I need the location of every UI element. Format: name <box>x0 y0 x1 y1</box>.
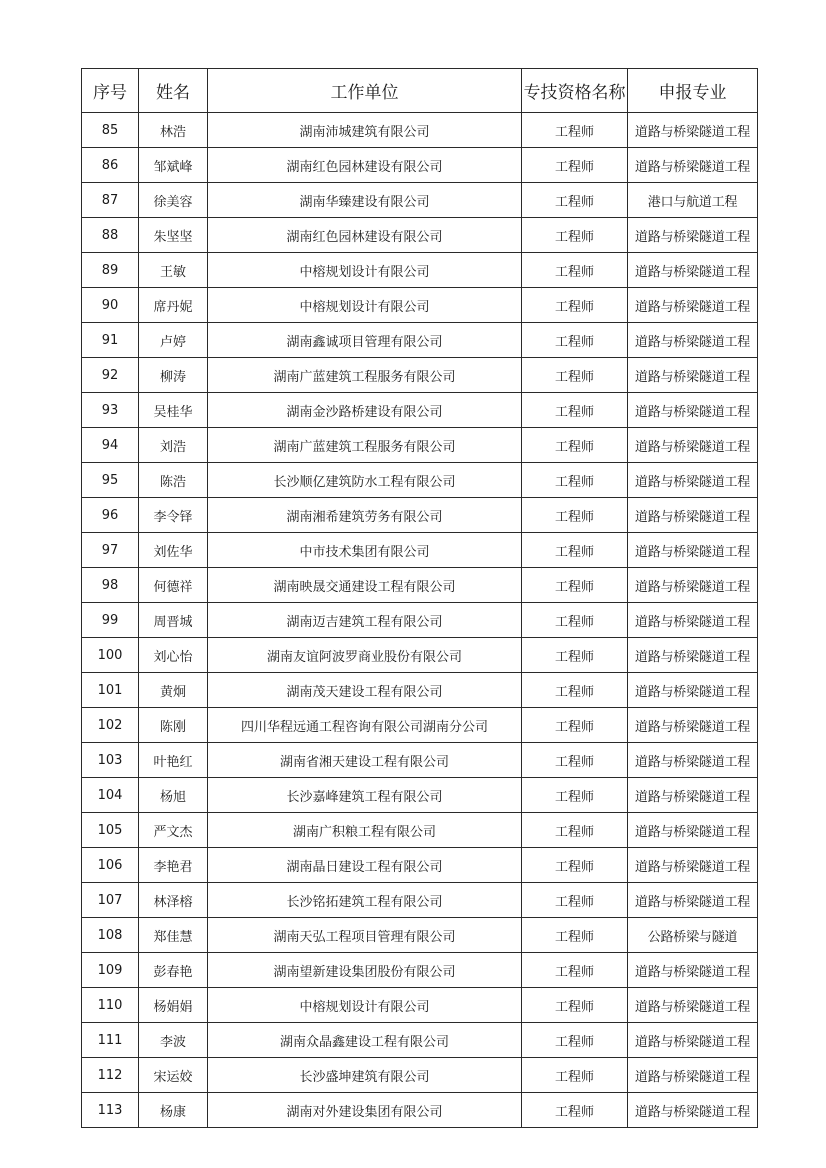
header-specialty: 申报专业 <box>628 69 758 113</box>
cell-serial-number: 94 <box>82 428 139 463</box>
cell-name: 叶艳红 <box>139 743 208 778</box>
cell-work-unit: 湖南省湘天建设工程有限公司 <box>208 743 522 778</box>
cell-serial-number: 85 <box>82 113 139 148</box>
cell-specialty: 道路与桥梁隧道工程 <box>628 358 758 393</box>
cell-work-unit: 长沙盛坤建筑有限公司 <box>208 1058 522 1093</box>
cell-serial-number: 100 <box>82 638 139 673</box>
cell-work-unit: 湖南茂天建设工程有限公司 <box>208 673 522 708</box>
cell-serial-number: 95 <box>82 463 139 498</box>
cell-serial-number: 97 <box>82 533 139 568</box>
cell-work-unit: 长沙顺亿建筑防水工程有限公司 <box>208 463 522 498</box>
cell-specialty: 道路与桥梁隧道工程 <box>628 148 758 183</box>
cell-work-unit: 长沙嘉峰建筑工程有限公司 <box>208 778 522 813</box>
cell-specialty: 道路与桥梁隧道工程 <box>628 1093 758 1128</box>
cell-specialty: 道路与桥梁隧道工程 <box>628 218 758 253</box>
cell-specialty: 道路与桥梁隧道工程 <box>628 1058 758 1093</box>
cell-qualification: 工程师 <box>522 288 628 323</box>
cell-work-unit: 湖南红色园林建设有限公司 <box>208 218 522 253</box>
cell-name: 周晋城 <box>139 603 208 638</box>
cell-serial-number: 96 <box>82 498 139 533</box>
cell-name: 吴桂华 <box>139 393 208 428</box>
cell-specialty: 道路与桥梁隧道工程 <box>628 428 758 463</box>
table-row <box>82 953 758 988</box>
cell-specialty: 道路与桥梁隧道工程 <box>628 463 758 498</box>
cell-name: 朱坚坚 <box>139 218 208 253</box>
cell-specialty: 道路与桥梁隧道工程 <box>628 813 758 848</box>
table-row <box>82 673 758 708</box>
cell-name: 刘佐华 <box>139 533 208 568</box>
cell-qualification: 工程师 <box>522 813 628 848</box>
cell-specialty: 道路与桥梁隧道工程 <box>628 568 758 603</box>
cell-qualification: 工程师 <box>522 603 628 638</box>
cell-specialty: 道路与桥梁隧道工程 <box>628 603 758 638</box>
cell-serial-number: 91 <box>82 323 139 358</box>
cell-qualification: 工程师 <box>522 848 628 883</box>
header-work-unit: 工作单位 <box>208 69 522 113</box>
cell-work-unit: 湖南对外建设集团有限公司 <box>208 1093 522 1128</box>
cell-work-unit: 湖南鑫诚项目管理有限公司 <box>208 323 522 358</box>
cell-qualification: 工程师 <box>522 918 628 953</box>
cell-qualification: 工程师 <box>522 1058 628 1093</box>
cell-specialty: 道路与桥梁隧道工程 <box>628 743 758 778</box>
table-row <box>82 1058 758 1093</box>
cell-specialty: 道路与桥梁隧道工程 <box>628 113 758 148</box>
cell-serial-number: 112 <box>82 1058 139 1093</box>
table-row <box>82 288 758 323</box>
cell-work-unit: 湖南华臻建设有限公司 <box>208 183 522 218</box>
header-qualification: 专技资格名称 <box>522 69 628 113</box>
cell-name: 刘心怡 <box>139 638 208 673</box>
cell-serial-number: 104 <box>82 778 139 813</box>
table-row <box>82 743 758 778</box>
cell-specialty: 道路与桥梁隧道工程 <box>628 393 758 428</box>
cell-specialty: 道路与桥梁隧道工程 <box>628 778 758 813</box>
table-row <box>82 498 758 533</box>
cell-serial-number: 86 <box>82 148 139 183</box>
cell-name: 严文杰 <box>139 813 208 848</box>
cell-work-unit: 中榕规划设计有限公司 <box>208 288 522 323</box>
header-serial-number: 序号 <box>82 69 139 113</box>
cell-name: 席丹妮 <box>139 288 208 323</box>
table-row <box>82 1093 758 1128</box>
cell-name: 柳涛 <box>139 358 208 393</box>
cell-qualification: 工程师 <box>522 253 628 288</box>
cell-serial-number: 113 <box>82 1093 139 1128</box>
cell-serial-number: 105 <box>82 813 139 848</box>
cell-serial-number: 90 <box>82 288 139 323</box>
table-row <box>82 218 758 253</box>
cell-work-unit: 湖南广积粮工程有限公司 <box>208 813 522 848</box>
cell-serial-number: 109 <box>82 953 139 988</box>
cell-qualification: 工程师 <box>522 428 628 463</box>
cell-serial-number: 108 <box>82 918 139 953</box>
cell-name: 黄炯 <box>139 673 208 708</box>
cell-qualification: 工程师 <box>522 463 628 498</box>
cell-name: 宋运姣 <box>139 1058 208 1093</box>
cell-work-unit: 湖南广蓝建筑工程服务有限公司 <box>208 358 522 393</box>
cell-serial-number: 106 <box>82 848 139 883</box>
cell-qualification: 工程师 <box>522 1023 628 1058</box>
cell-specialty: 道路与桥梁隧道工程 <box>628 323 758 358</box>
cell-name: 王敏 <box>139 253 208 288</box>
cell-name: 李艳君 <box>139 848 208 883</box>
cell-name: 徐美容 <box>139 183 208 218</box>
cell-qualification: 工程师 <box>522 393 628 428</box>
cell-work-unit: 湖南友谊阿波罗商业股份有限公司 <box>208 638 522 673</box>
cell-serial-number: 93 <box>82 393 139 428</box>
cell-specialty: 道路与桥梁隧道工程 <box>628 498 758 533</box>
cell-work-unit: 长沙铭拓建筑工程有限公司 <box>208 883 522 918</box>
cell-specialty: 公路桥梁与隧道 <box>628 918 758 953</box>
cell-name: 杨康 <box>139 1093 208 1128</box>
cell-work-unit: 湖南湘希建筑劳务有限公司 <box>208 498 522 533</box>
cell-serial-number: 107 <box>82 883 139 918</box>
cell-qualification: 工程师 <box>522 568 628 603</box>
cell-qualification: 工程师 <box>522 778 628 813</box>
cell-serial-number: 98 <box>82 568 139 603</box>
table-row <box>82 603 758 638</box>
cell-name: 林泽榕 <box>139 883 208 918</box>
cell-specialty: 道路与桥梁隧道工程 <box>628 288 758 323</box>
cell-work-unit: 中榕规划设计有限公司 <box>208 988 522 1023</box>
table-row <box>82 358 758 393</box>
cell-name: 杨旭 <box>139 778 208 813</box>
table-body <box>82 113 758 1128</box>
cell-work-unit: 中市技术集团有限公司 <box>208 533 522 568</box>
cell-qualification: 工程师 <box>522 953 628 988</box>
cell-serial-number: 89 <box>82 253 139 288</box>
cell-name: 刘浩 <box>139 428 208 463</box>
cell-name: 彭春艳 <box>139 953 208 988</box>
cell-qualification: 工程师 <box>522 673 628 708</box>
cell-serial-number: 110 <box>82 988 139 1023</box>
cell-qualification: 工程师 <box>522 1093 628 1128</box>
cell-name: 杨娟娟 <box>139 988 208 1023</box>
cell-specialty: 道路与桥梁隧道工程 <box>628 533 758 568</box>
cell-specialty: 道路与桥梁隧道工程 <box>628 953 758 988</box>
cell-work-unit: 湖南天弘工程项目管理有限公司 <box>208 918 522 953</box>
cell-serial-number: 88 <box>82 218 139 253</box>
cell-qualification: 工程师 <box>522 218 628 253</box>
table-row <box>82 463 758 498</box>
cell-name: 邹斌峰 <box>139 148 208 183</box>
cell-specialty: 道路与桥梁隧道工程 <box>628 253 758 288</box>
table-row <box>82 323 758 358</box>
cell-qualification: 工程师 <box>522 183 628 218</box>
cell-work-unit: 湖南映晟交通建设工程有限公司 <box>208 568 522 603</box>
table-row <box>82 183 758 218</box>
cell-serial-number: 111 <box>82 1023 139 1058</box>
table-header-row <box>82 69 758 113</box>
table-row <box>82 813 758 848</box>
cell-serial-number: 87 <box>82 183 139 218</box>
table-row <box>82 253 758 288</box>
cell-qualification: 工程师 <box>522 113 628 148</box>
header-name: 姓名 <box>139 69 208 113</box>
cell-serial-number: 103 <box>82 743 139 778</box>
cell-qualification: 工程师 <box>522 358 628 393</box>
cell-qualification: 工程师 <box>522 148 628 183</box>
cell-work-unit: 湖南红色园林建设有限公司 <box>208 148 522 183</box>
cell-name: 郑佳慧 <box>139 918 208 953</box>
table-row <box>82 533 758 568</box>
cell-qualification: 工程师 <box>522 708 628 743</box>
cell-specialty: 道路与桥梁隧道工程 <box>628 638 758 673</box>
cell-qualification: 工程师 <box>522 988 628 1023</box>
cell-name: 李令铎 <box>139 498 208 533</box>
applicant-table <box>81 68 758 1128</box>
table-row <box>82 113 758 148</box>
table-row <box>82 883 758 918</box>
table-row <box>82 428 758 463</box>
cell-qualification: 工程师 <box>522 533 628 568</box>
cell-work-unit: 湖南晶日建设工程有限公司 <box>208 848 522 883</box>
cell-qualification: 工程师 <box>522 743 628 778</box>
cell-work-unit: 湖南望新建设集团股份有限公司 <box>208 953 522 988</box>
cell-specialty: 道路与桥梁隧道工程 <box>628 988 758 1023</box>
table-row <box>82 708 758 743</box>
cell-work-unit: 湖南众晶鑫建设工程有限公司 <box>208 1023 522 1058</box>
table-row <box>82 918 758 953</box>
cell-specialty: 道路与桥梁隧道工程 <box>628 848 758 883</box>
cell-specialty: 道路与桥梁隧道工程 <box>628 673 758 708</box>
cell-qualification: 工程师 <box>522 638 628 673</box>
table-row <box>82 568 758 603</box>
table-row <box>82 1023 758 1058</box>
cell-work-unit: 四川华程远通工程咨询有限公司湖南分公司 <box>208 708 522 743</box>
cell-serial-number: 102 <box>82 708 139 743</box>
cell-work-unit: 中榕规划设计有限公司 <box>208 253 522 288</box>
table-row <box>82 148 758 183</box>
cell-name: 陈刚 <box>139 708 208 743</box>
cell-name: 卢婷 <box>139 323 208 358</box>
cell-specialty: 道路与桥梁隧道工程 <box>628 708 758 743</box>
table-row <box>82 393 758 428</box>
cell-work-unit: 湖南金沙路桥建设有限公司 <box>208 393 522 428</box>
cell-specialty: 道路与桥梁隧道工程 <box>628 883 758 918</box>
cell-serial-number: 101 <box>82 673 139 708</box>
table-row <box>82 988 758 1023</box>
cell-qualification: 工程师 <box>522 883 628 918</box>
cell-name: 林浩 <box>139 113 208 148</box>
cell-work-unit: 湖南迈吉建筑工程有限公司 <box>208 603 522 638</box>
cell-name: 何德祥 <box>139 568 208 603</box>
table-row <box>82 778 758 813</box>
cell-name: 李波 <box>139 1023 208 1058</box>
cell-qualification: 工程师 <box>522 498 628 533</box>
cell-specialty: 港口与航道工程 <box>628 183 758 218</box>
cell-work-unit: 湖南沛城建筑有限公司 <box>208 113 522 148</box>
cell-serial-number: 99 <box>82 603 139 638</box>
table-row <box>82 848 758 883</box>
table-row <box>82 638 758 673</box>
cell-work-unit: 湖南广蓝建筑工程服务有限公司 <box>208 428 522 463</box>
cell-name: 陈浩 <box>139 463 208 498</box>
cell-specialty: 道路与桥梁隧道工程 <box>628 1023 758 1058</box>
cell-serial-number: 92 <box>82 358 139 393</box>
cell-qualification: 工程师 <box>522 323 628 358</box>
